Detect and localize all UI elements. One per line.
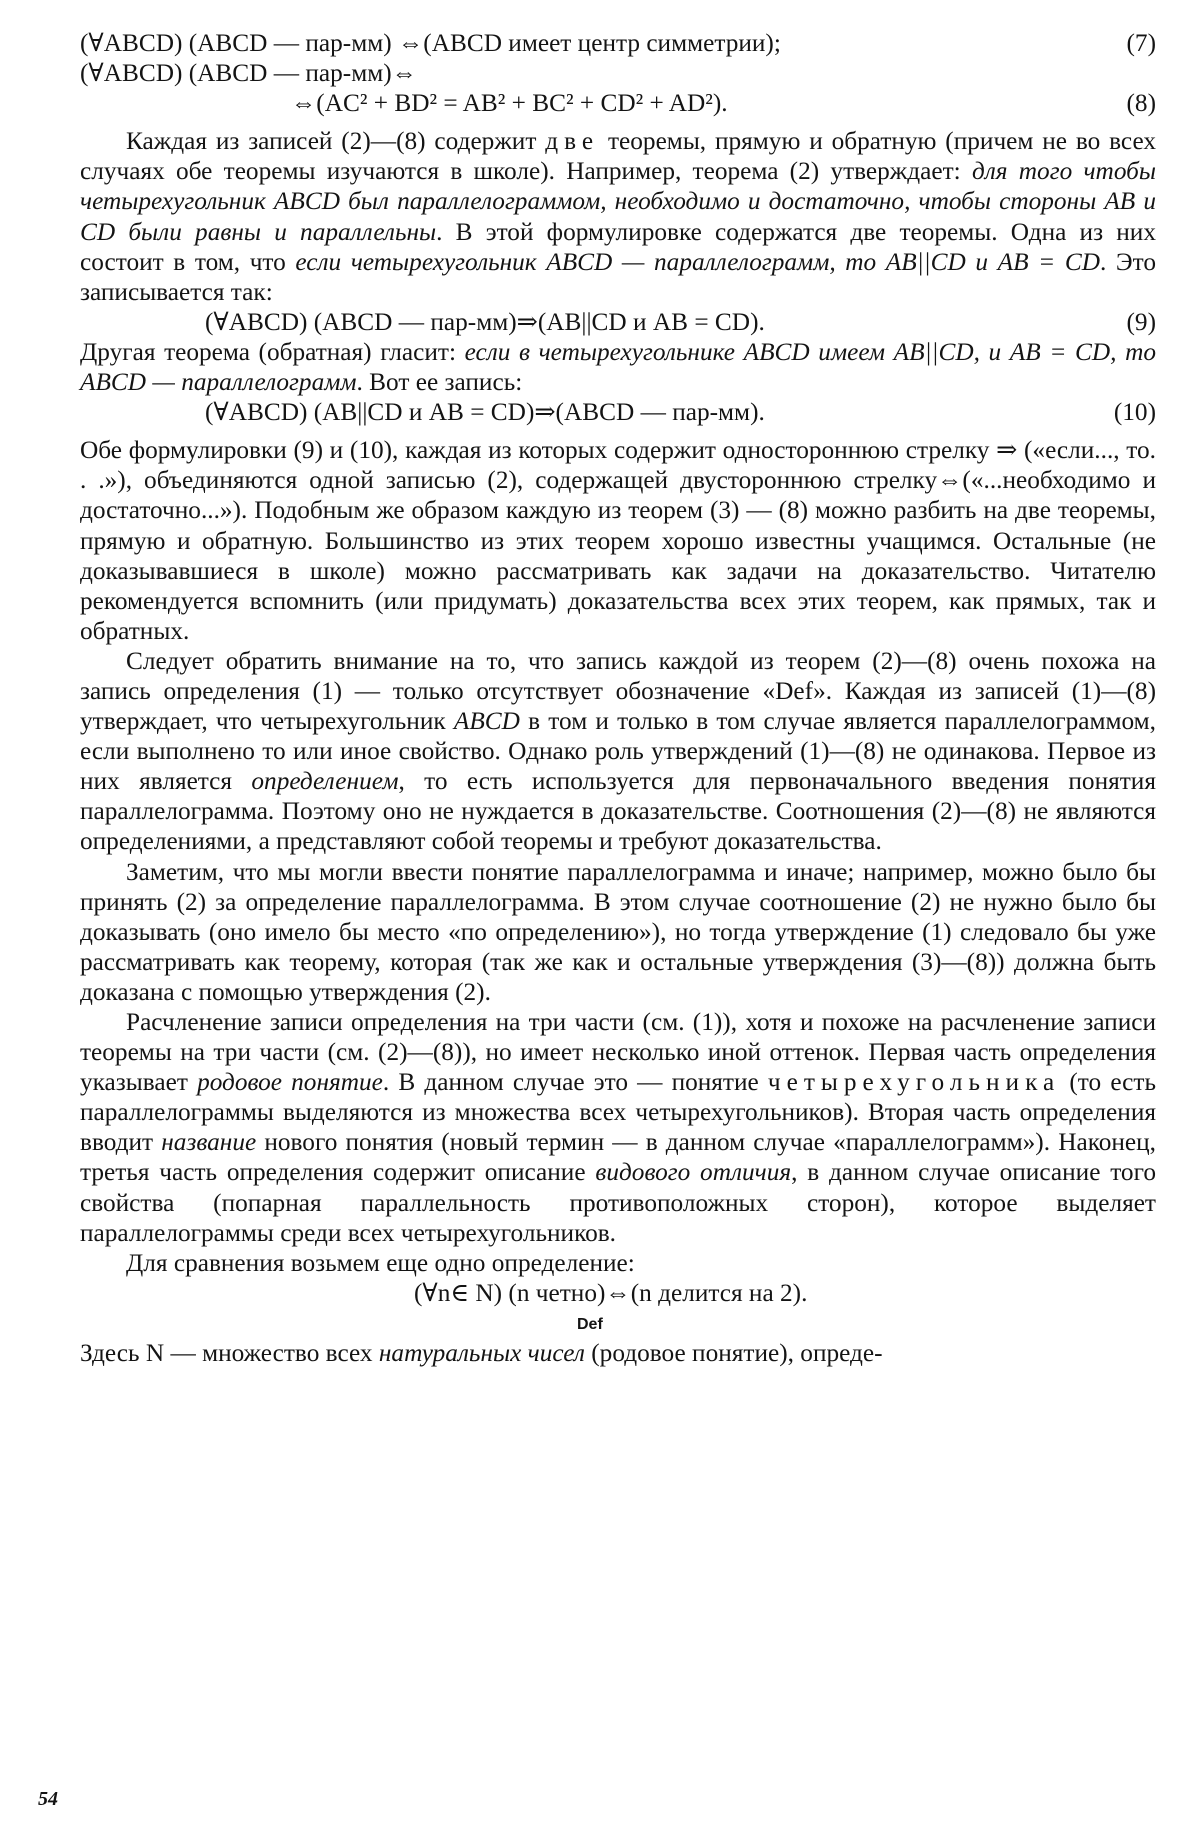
- p4-text-c: в том и только в том случае является параллелограммом, если выполнено то или иное свойство. Однако роль утверждений (1)—(8) не одинакова. Первое из них является: [80, 707, 1156, 796]
- p6-text-c: . В данном случае это — понятие: [382, 1068, 768, 1097]
- p8-italic-natural: натуральных чисел: [378, 1338, 585, 1367]
- definition-formula-text: (∀n∈ N) (n четно)⇔(n делится на 2).: [414, 1278, 808, 1307]
- formula-8-number: (8): [1126, 89, 1156, 118]
- p1-italic-theorem: для того чтобы четырехугольник ABCD был параллелограммом, необходимо и достаточно, чтобы стороны AB и CD были равны и параллельны: [80, 157, 1156, 246]
- formula-8-line-2: [80, 88, 1156, 118]
- page-number: 54: [38, 1788, 58, 1810]
- formula-10-number: (10): [1113, 398, 1156, 427]
- paragraph-5: Заметим, что мы могли ввести понятие параллелограмма и иначе; например, можно было бы принять (2) за определение параллелограмма. В этом случае соотношение (2) не нужно было бы доказывать (оно имело бы место «по определению»), но тогда утверждение (1) следовало бы уже рассматривать как теорему, которая (так же как и остальные утверждения (3)—(8)) должна быть доказана с помощью утверждения (2).: [80, 857, 1156, 1006]
- p2-text-c: . Вот ее запись:: [356, 368, 523, 397]
- paragraph-7: Для сравнения возьмем еще одно определение:: [126, 1248, 635, 1277]
- formula-7-number: (7): [1126, 29, 1156, 57]
- p6-text-g: нового понятия (новый термин — в данном случае «параллелограмм»). Наконец, третья часть определения содержит описание: [80, 1128, 1156, 1187]
- formula-8-line-1: [80, 58, 1156, 88]
- formula-10-text: (∀ABCD) (AB||CD и AB = CD)⇒(ABCD — пар-мм).: [205, 398, 765, 427]
- paragraph-2: [80, 337, 1156, 397]
- p4-text-a: Следует обратить внимание на то, что запись каждой из теорем (2)—(8) очень похожа на запись определения (1) — только отсутствует обозначение «Def». Каждая из записей (1)—(8) утверждает, что четырехугольник: [80, 646, 1156, 736]
- p6-spaced-word: четырехугольника: [767, 1068, 1061, 1097]
- p6-italic-species: видового отличия: [595, 1158, 792, 1187]
- paragraph-6: [80, 1007, 1156, 1248]
- definition-def-label: Def: [577, 1315, 603, 1333]
- p6-italic-genus: родовое понятие: [197, 1068, 383, 1097]
- p2-italic-converse: если в четырехугольнике ABCD имеем AB||CD, и AB = CD, то ABCD — параллелограмм: [80, 337, 1156, 397]
- formula-9-text: (∀ABCD) (ABCD — пар-мм)⇒(AB||CD и AB = CD).: [205, 307, 765, 336]
- paragraph-1: [80, 126, 1156, 307]
- p1-text-e: . В этой формулировке содержатся две теоремы. Одна из них состоит в том, что: [80, 217, 1156, 276]
- p4-italic-abcd: ABCD: [453, 707, 520, 736]
- formula-7: [80, 28, 1156, 58]
- definition-formula: [80, 1278, 1156, 1338]
- p1-italic-direct: если четырехугольник ABCD — параллелограмм, то AB||CD и AB = CD: [295, 247, 1100, 276]
- paragraph-4: [80, 646, 1156, 857]
- p8-text-c: (родовое понятие), опреде-: [584, 1338, 883, 1367]
- paragraph-3: Обе формулировки (9) и (10), каждая из которых содержит одностороннюю стрелку ⇒ («если..., то. . .»), объединяются одной записью (2), содержащей двустороннюю стрелку⇔(«...необходимо и достаточно...»). Подобным же образом каждую из теорем (3) — (8) можно разбить на две теоремы, прямую и обратную. Большинство из этих теорем хорошо известны учащимся. Остальные (не доказывавшиеся в школе) можно рассматривать как задачи на доказательство. Читателю рекомендуется вспомнить (или придумать) доказательства всех этих теорем, как прямых, так и обратных.: [80, 436, 1156, 645]
- page-text: [80, 28, 1156, 1368]
- formula-9-number: (9): [1126, 307, 1156, 336]
- formula-10: [80, 397, 1156, 427]
- formula-8-text-a: (∀ABCD) (ABCD — пар-мм)⇔: [80, 59, 417, 88]
- p8-text-a: Здесь N — множество всех: [80, 1338, 379, 1367]
- p4-italic-definition: определением: [251, 767, 399, 796]
- p1-spaced-word: две: [545, 127, 600, 156]
- p6-italic-name: название: [161, 1128, 257, 1157]
- p1-text-a: Каждая из записей (2)—(8) содержит: [126, 127, 546, 156]
- p2-text-a: Другая теорема (обратная) гласит:: [80, 337, 465, 366]
- p1-text-g: . Это записывается так:: [80, 247, 1156, 306]
- p4-text-e: , то есть используется для первоначального введения понятия параллелограмма. Поэтому оно не нуждается в доказательстве. Соотношения (2)—(8) не являются определениями, а представляют собой теоремы и требуют доказательства.: [80, 767, 1156, 856]
- formula-8-text-b: ⇔(AC² + BD² = AB² + BC² + CD² + AD²).: [291, 89, 728, 118]
- paragraph-8: [80, 1338, 1156, 1368]
- p6-text-i: , в данном случае описание того свойства (попарная параллельность противоположных сторон), которое выделяет параллелограммы среди всех четырехугольников.: [80, 1158, 1156, 1247]
- formula-9: [80, 307, 1156, 337]
- p6-text-e: (то есть параллелограммы выделяются из множества всех четырехугольников). Вторая часть определения вводит: [80, 1068, 1156, 1157]
- p1-text-c: теоремы, прямую и обратную (причем не во всех случаях обе теоремы изучаются в школе). Например, теорема (2) утверждает:: [80, 127, 1156, 186]
- p6-text-a: Расчленение записи определения на три части (см. (1)), хотя и похоже на расчленение записи теоремы на три части (см. (2)—(8)), но имеет несколько иной оттенок. Первая часть определения указывает: [80, 1008, 1156, 1097]
- formula-7-text: (∀ABCD) (ABCD — пар-мм) ⇔(ABCD имеет центр симметрии);: [80, 29, 781, 57]
